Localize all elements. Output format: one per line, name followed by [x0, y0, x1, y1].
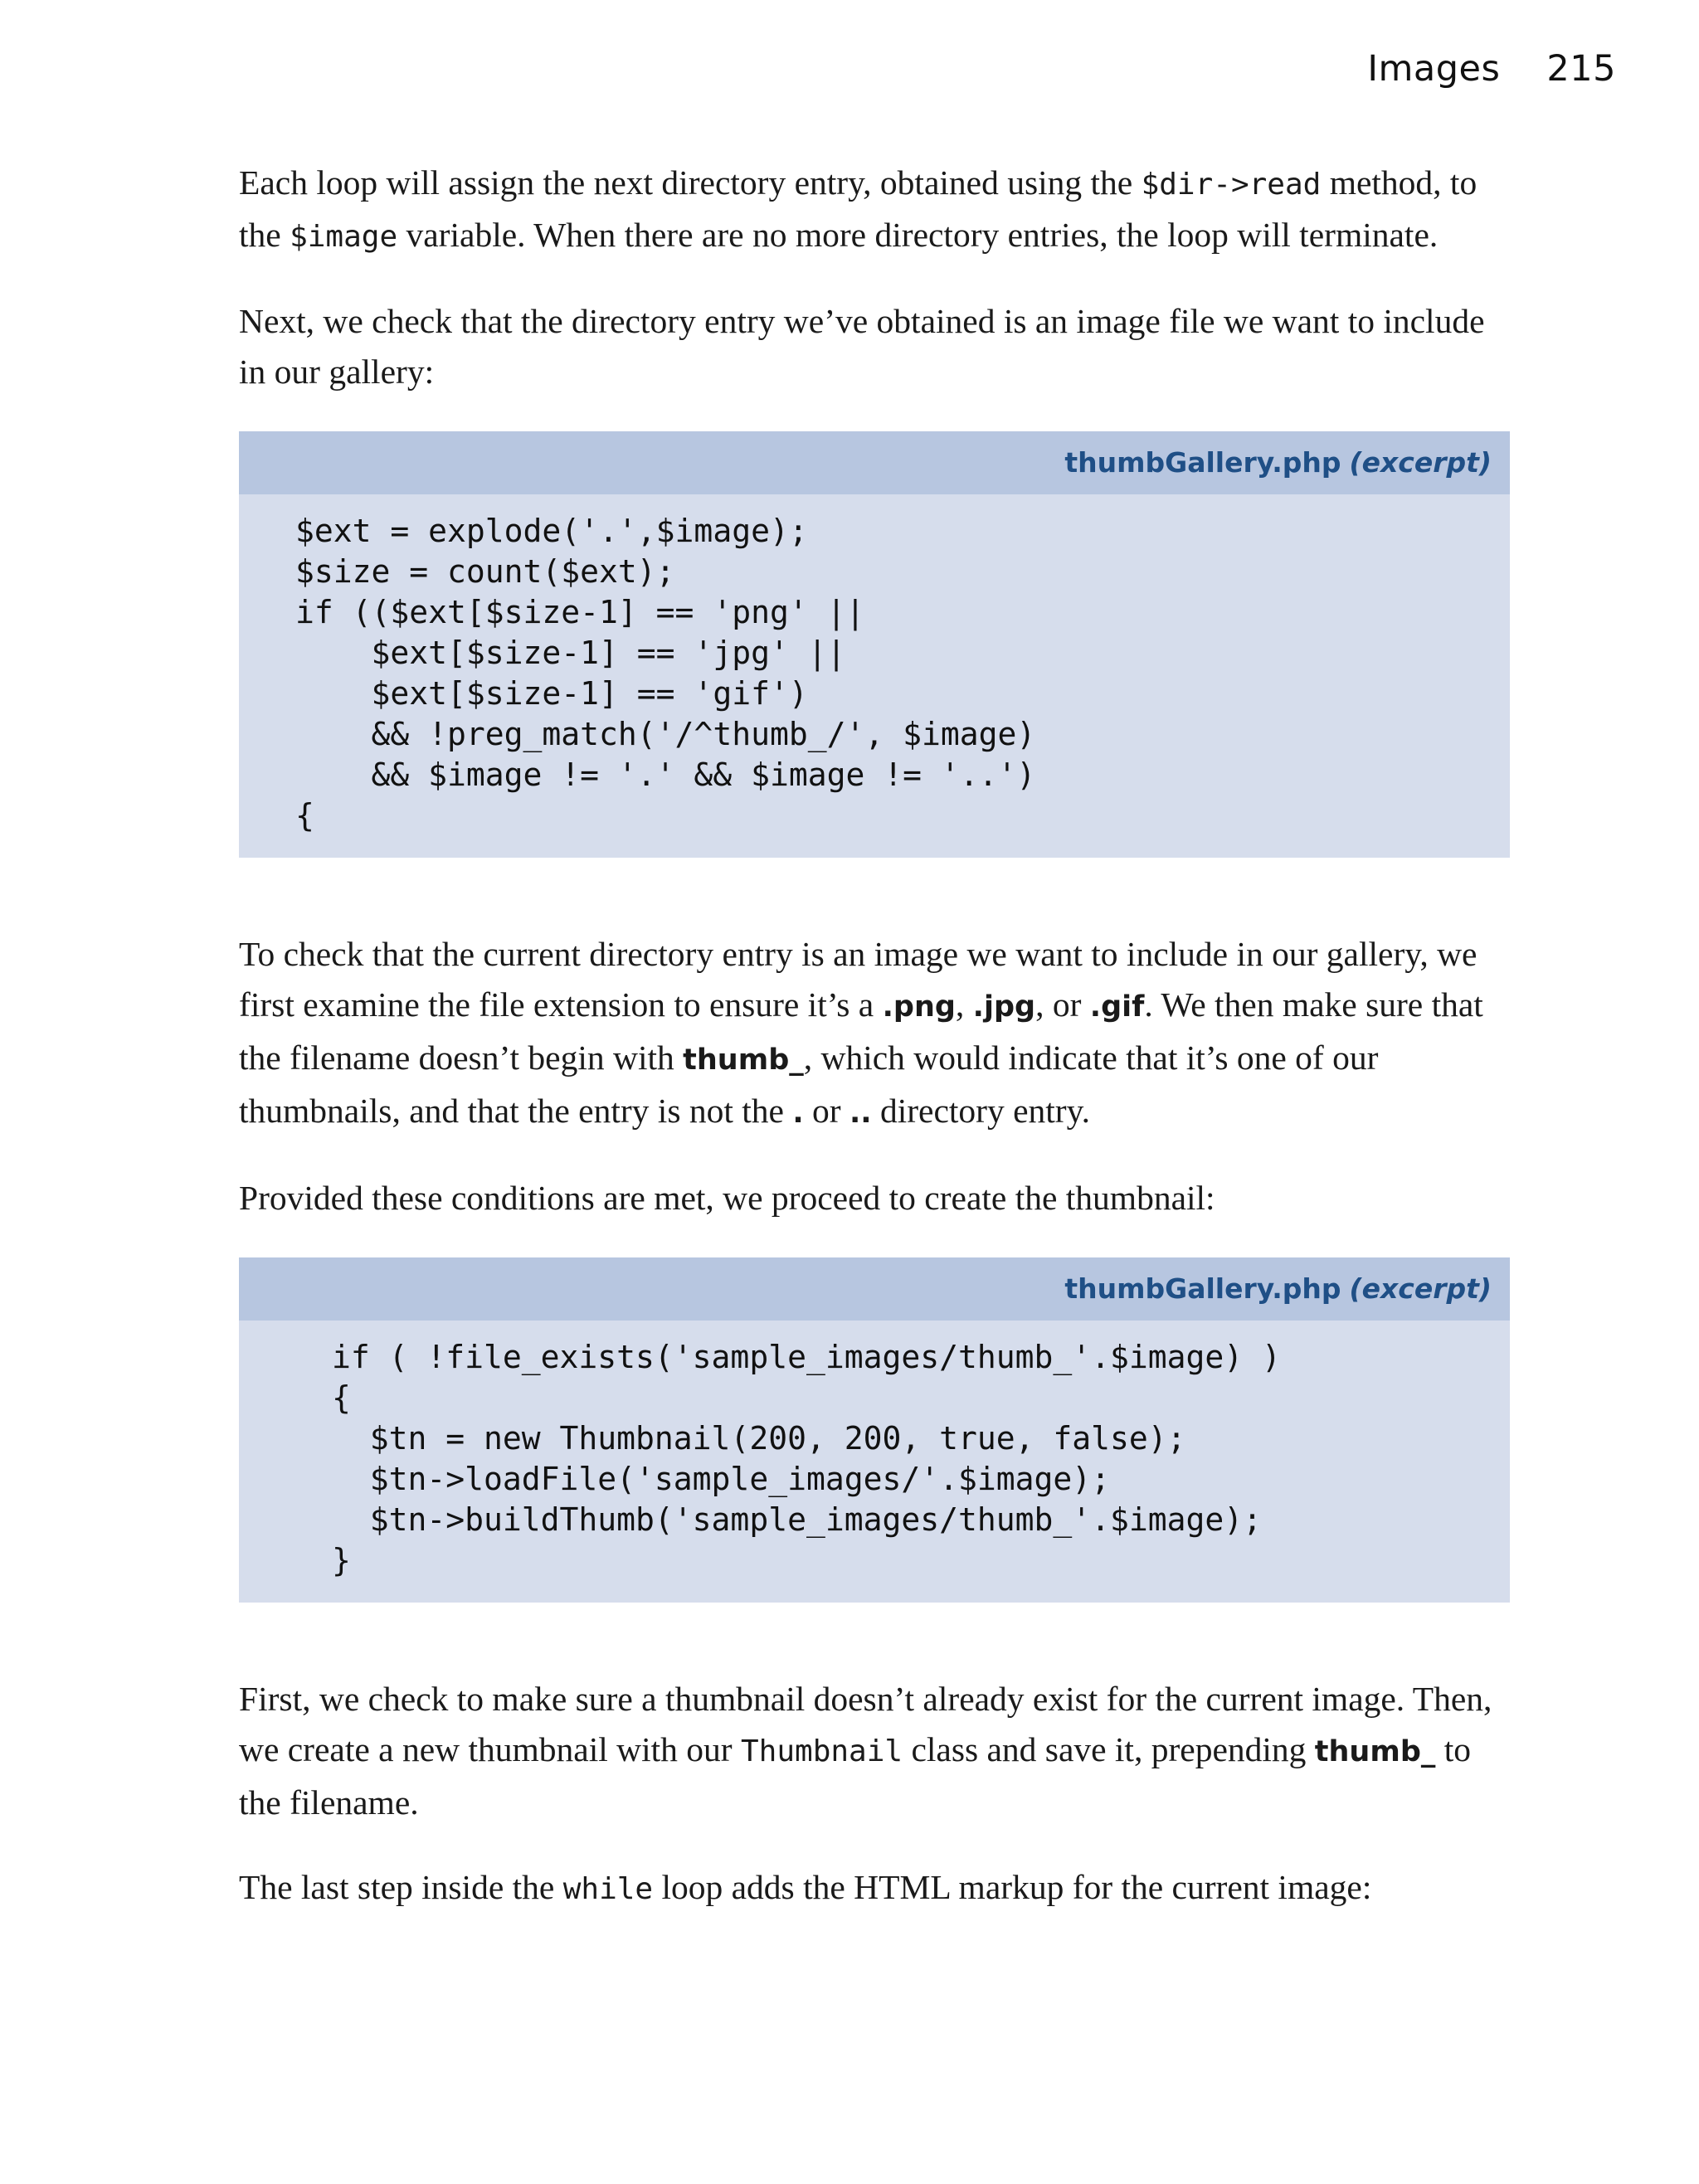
bold-term: .gif	[1089, 990, 1145, 1024]
running-header	[1367, 48, 1616, 90]
bold-term: .png	[882, 990, 956, 1024]
text: First, we check to make sure a thumbnail doesn’t already exist for the current image. Then, we create a new thumbnail with our	[239, 1680, 1492, 1768]
code-filename: thumbGallery.php	[1064, 446, 1341, 479]
bold-term: ..	[849, 1097, 872, 1130]
text: , or	[1035, 985, 1090, 1024]
bold-term: thumb_	[1314, 1735, 1436, 1768]
code-caption	[239, 1257, 1510, 1321]
paragraph-2: Next, we check that the directory entry we’ve obtained is an image file we want to include in our gallery:	[239, 302, 1485, 391]
text: to the filename.	[239, 1730, 1472, 1822]
code-block: if ( !file_exists('sample_images/thumb_'.$image) ) { $tn = new Thumbnail(200, 200, true, false); $tn->loadFile('sample_images/'.$image); $tn->buildThumb('sample_images/thumb_'.$image); }	[332, 1339, 1281, 1578]
text: The last step inside the	[239, 1868, 563, 1906]
text: . We then make sure that the filename doesn’t begin with	[239, 985, 1483, 1077]
paragraph-5	[239, 1674, 1510, 1828]
code-note: (excerpt)	[1349, 1272, 1492, 1305]
code-caption	[239, 431, 1510, 494]
inline-code: while	[562, 1872, 654, 1906]
inline-code: $image	[290, 220, 398, 254]
code-note: (excerpt)	[1349, 446, 1492, 479]
paragraph-1	[239, 158, 1510, 262]
code-listing-2	[239, 1257, 1510, 1603]
code-filename: thumbGallery.php	[1064, 1272, 1341, 1305]
text: loop adds the HTML markup for the current image:	[653, 1868, 1372, 1906]
text: , which would indicate that it’s one of our thumbnails, and that the entry is not the	[239, 1038, 1379, 1130]
text: method, to the	[239, 163, 1477, 254]
inline-code: Thumbnail	[741, 1734, 903, 1768]
code-block: $ext = explode('.',$image); $size = count($ext); if (($ext[$size-1] == 'png' || $ext[$size-1] == 'jpg' || $ext[$size-1] == 'gif') && !preg_match('/^thumb_/', $image) && $image != '.' && $image != '..') {	[295, 513, 1036, 834]
text: class and save it, prepending	[903, 1730, 1315, 1768]
bold-term: .jpg	[972, 990, 1036, 1024]
paragraph-4: Provided these conditions are met, we proceed to create the thumbnail:	[239, 1179, 1215, 1217]
text: variable. When there are no more directory entries, the loop will terminate.	[397, 216, 1439, 254]
paragraph-6	[239, 1862, 1510, 1914]
page-body	[239, 158, 1510, 1948]
bold-term: .	[792, 1097, 804, 1130]
page-number: 215	[1546, 48, 1616, 90]
text: or	[803, 1092, 850, 1130]
section-title: Images	[1367, 48, 1501, 90]
text: To check that the current directory entry is an image we want to include in our gallery, we first examine the file extension to ensure it’s a	[239, 935, 1477, 1024]
text: directory entry.	[871, 1092, 1091, 1130]
paragraph-3	[239, 929, 1510, 1139]
text: Each loop will assign the next directory entry, obtained using the	[239, 163, 1142, 202]
inline-code: $dir->read	[1141, 168, 1322, 202]
bold-term: thumb_	[683, 1043, 804, 1077]
text: ,	[955, 985, 973, 1024]
code-listing-1	[239, 431, 1510, 858]
